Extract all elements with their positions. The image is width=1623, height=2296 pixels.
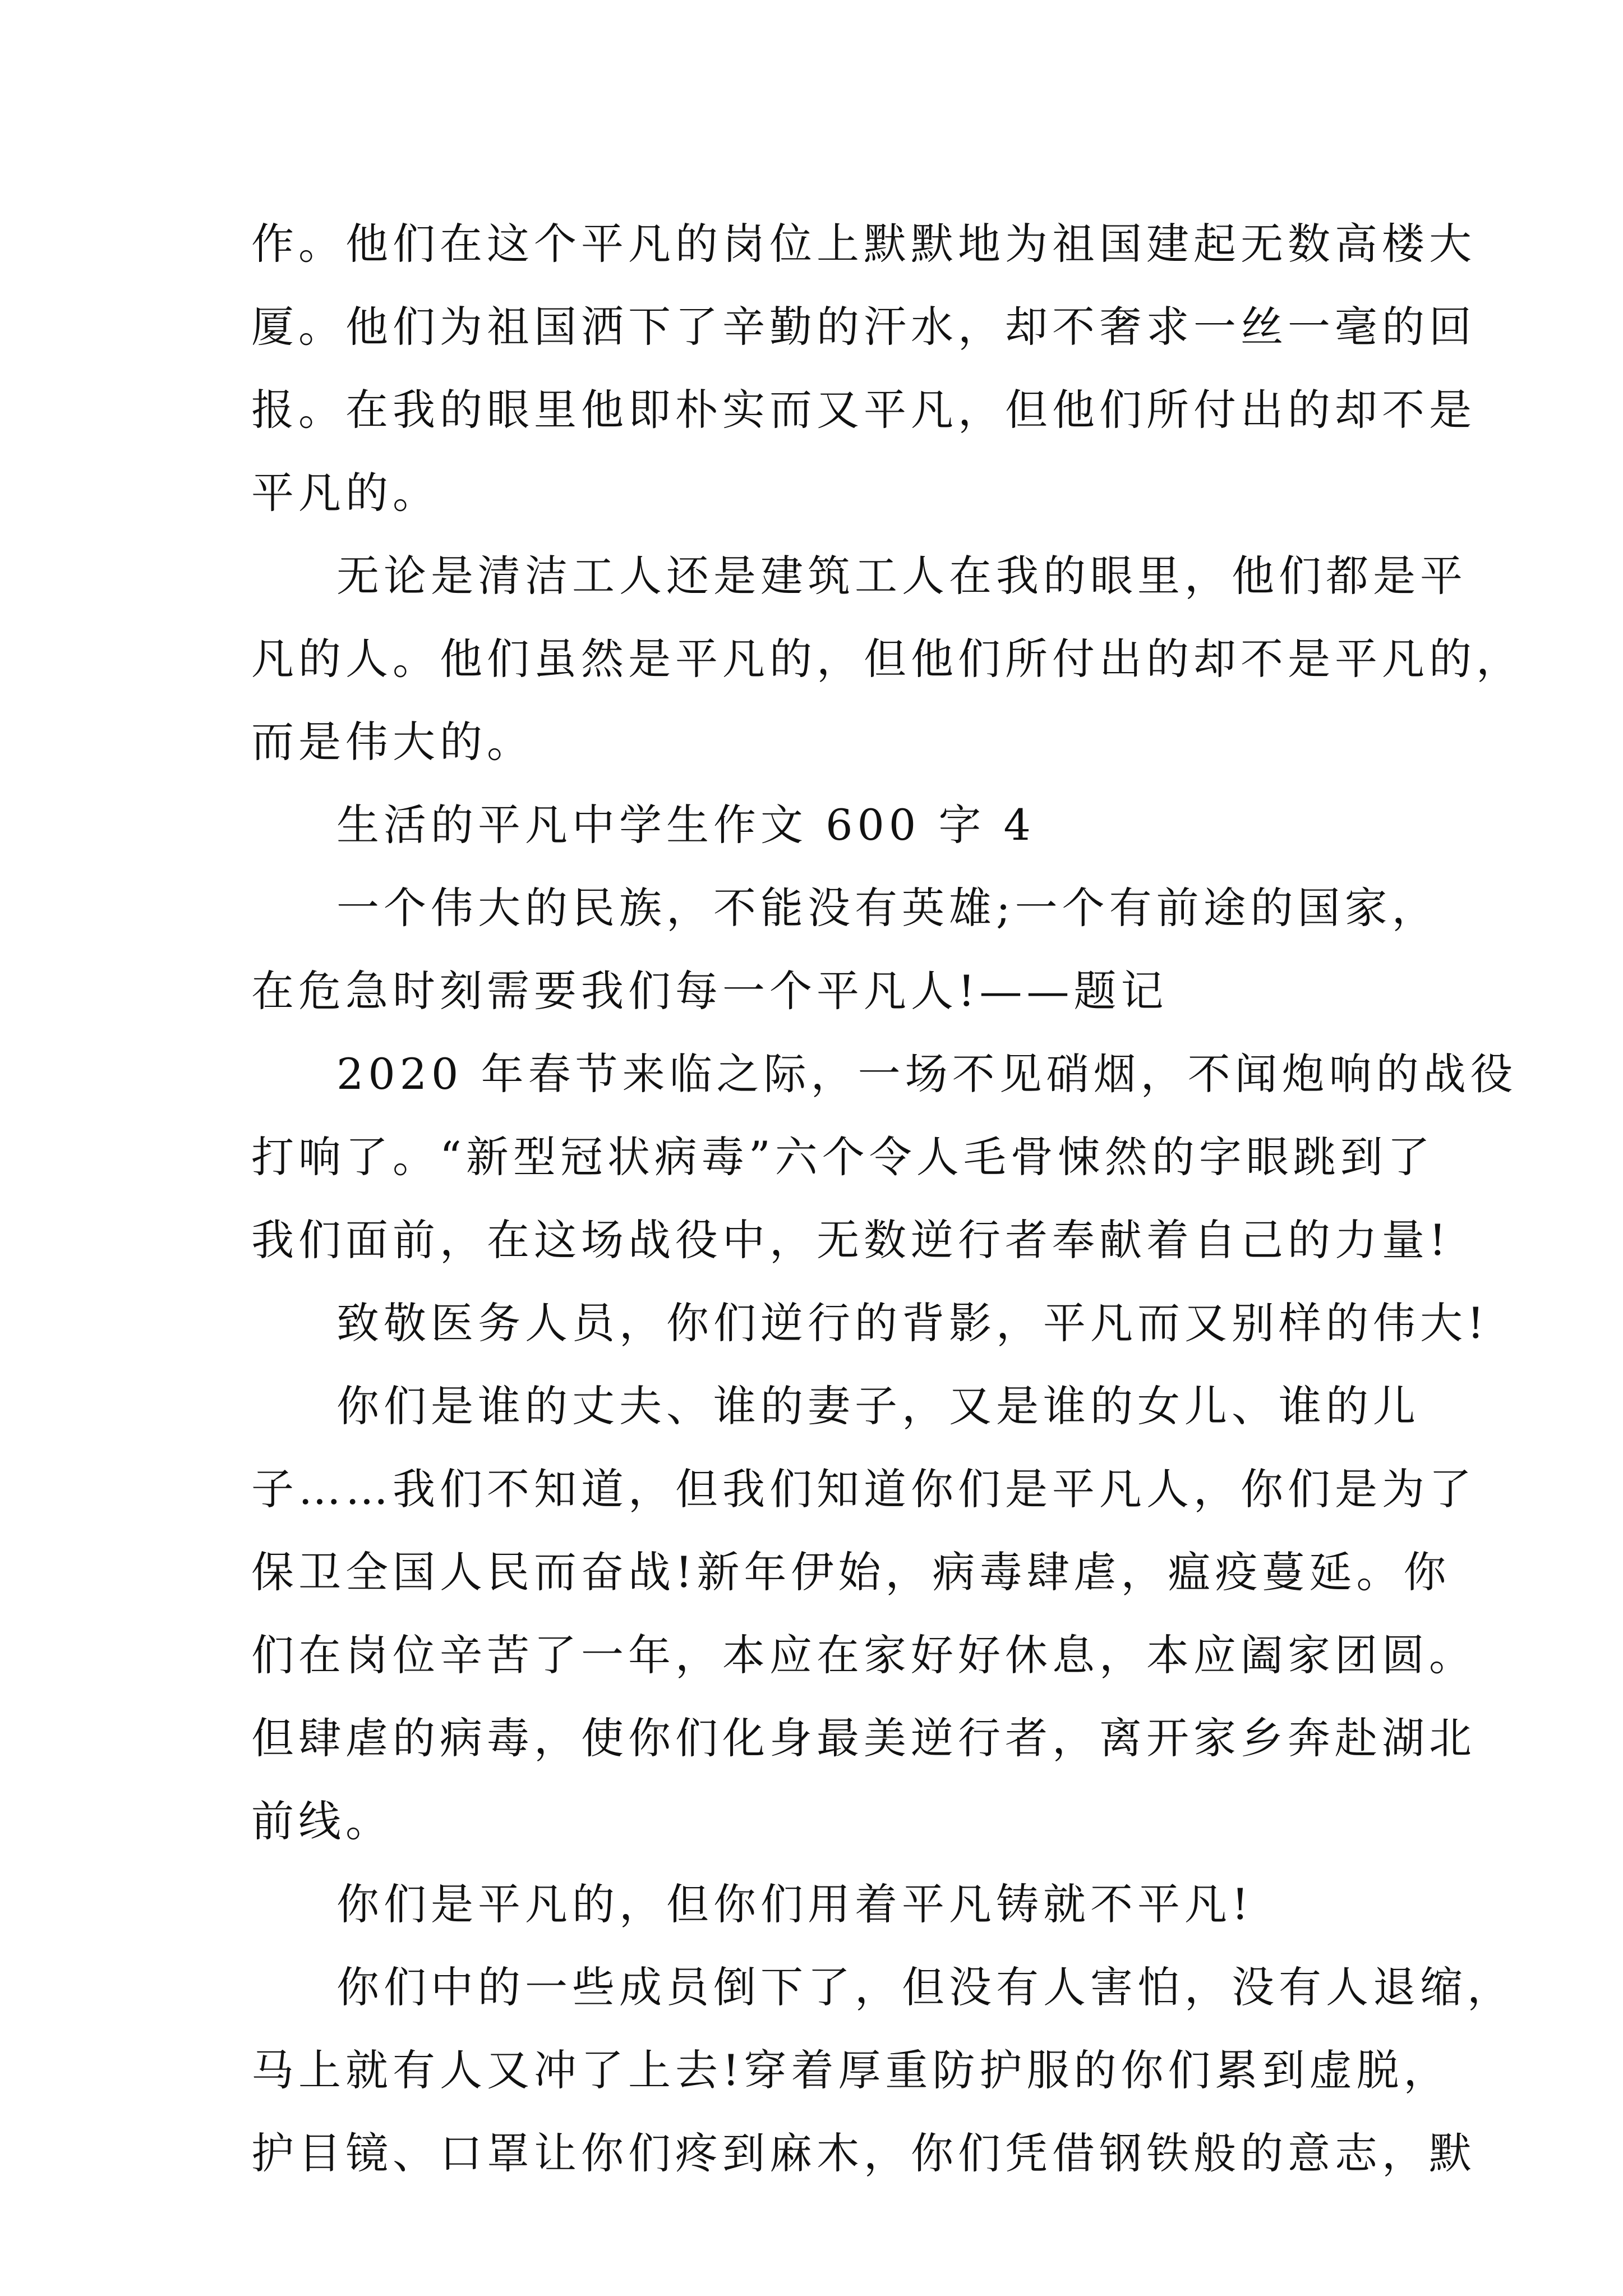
text-line: 厦。他们为祖国洒下了辛勤的汗水，却不奢求一丝一毫的回 bbox=[251, 302, 1476, 352]
text-line: 前线。 bbox=[251, 1796, 393, 1846]
paragraph-start: 无论是清洁工人还是建筑工人在我的眼里，他们都是平 bbox=[336, 551, 1467, 601]
text-line: 马上就有人又冲了上去!穿着厚重防护服的你们累到虚脱， bbox=[251, 2045, 1451, 2095]
text-line: 保卫全国人民而奋战!新年伊始，病毒肆虐，瘟疫蔓延。你 bbox=[251, 1547, 1451, 1597]
text-line: 作。他们在这个平凡的岗位上默默地为祖国建起无数高楼大 bbox=[251, 219, 1476, 269]
paragraph-start: 2020 年春节来临之际，一场不见硝烟，不闻炮响的战役 bbox=[336, 1049, 1518, 1099]
text-line: 护目镜、口罩让你们疼到麻木，你们凭借钢铁般的意志，默 bbox=[251, 2128, 1476, 2178]
text-line: 打响了。“新型冠状病毒”六个令人毛骨悚然的字眼跳到了 bbox=[251, 1132, 1435, 1182]
paragraph-start: 你们是平凡的，但你们用着平凡铸就不平凡! bbox=[336, 1879, 1253, 1929]
text-line: 子……我们不知道，但我们知道你们是平凡人，你们是为了 bbox=[251, 1464, 1476, 1514]
text-line: 但肆虐的病毒，使你们化身最美逆行者，离开家乡奔赴湖北 bbox=[251, 1713, 1476, 1763]
text-line: 而是伟大的。 bbox=[251, 717, 534, 767]
paragraph-start: 你们是谁的丈夫、谁的妻子，又是谁的女儿、谁的儿 bbox=[336, 1381, 1420, 1431]
text-line: 平凡的。 bbox=[251, 468, 440, 518]
section-heading: 生活的平凡中学生作文 600 字 4 bbox=[336, 800, 1035, 850]
text-line: 凡的人。他们虽然是平凡的，但他们所付出的却不是平凡的， bbox=[251, 634, 1523, 684]
paragraph-start: 致敬医务人员，你们逆行的背影，平凡而又别样的伟大! bbox=[336, 1298, 1489, 1348]
text-line: 报。在我的眼里他即朴实而又平凡，但他们所付出的却不是 bbox=[251, 385, 1476, 435]
text-line: 们在岗位辛苦了一年，本应在家好好休息，本应阖家团圆。 bbox=[251, 1630, 1476, 1680]
text-line: 我们面前，在这场战役中，无数逆行者奉献着自己的力量! bbox=[251, 1215, 1451, 1265]
text-line: 在危急时刻需要我们每一个平凡人!——题记 bbox=[251, 966, 1168, 1016]
paragraph-start: 你们中的一些成员倒下了，但没有人害怕，没有人退缩， bbox=[336, 1962, 1514, 2012]
paragraph-start: 一个伟大的民族，不能没有英雄;一个有前途的国家， bbox=[336, 883, 1439, 933]
